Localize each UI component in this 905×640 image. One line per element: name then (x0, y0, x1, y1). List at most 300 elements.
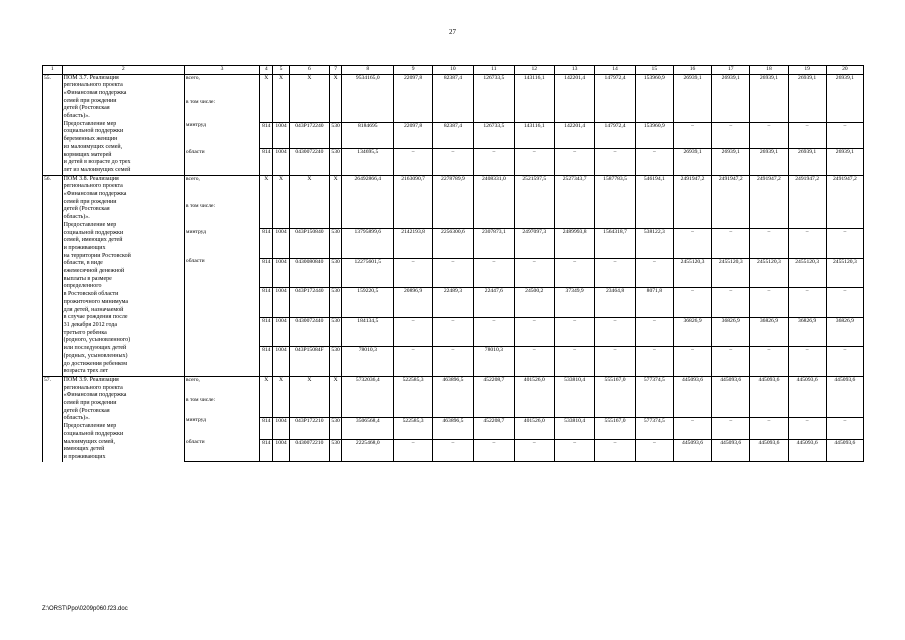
entry-description (62, 74, 184, 175)
value-cell: 445093,6 (788, 439, 826, 461)
value-cell: 555167,0 (595, 376, 635, 397)
value-cell (394, 203, 432, 229)
value-cell: – (788, 288, 826, 317)
value-cell: 22447,6 (474, 288, 514, 317)
description-line: ПОМ 3.9. Реализация (63, 376, 119, 383)
value-cell (750, 397, 788, 417)
value-cell: – (474, 258, 514, 287)
value-cell (788, 99, 826, 122)
value-cell: 533810,4 (554, 376, 594, 397)
row-label (184, 288, 259, 317)
description-line: регионального проекта (63, 82, 123, 89)
value-cell: X (330, 376, 342, 397)
value-cell: – (514, 149, 554, 175)
header-cell: 5 (273, 66, 289, 75)
value-cell (273, 203, 289, 229)
value-cell: 530 (330, 439, 342, 461)
value-cell: 452208,7 (474, 376, 514, 397)
value-cell: 2491947,2 (750, 175, 788, 203)
description-line: социальной поддержки (63, 430, 124, 437)
value-cell: 043P172210 (289, 417, 329, 439)
value-cell: 134695,5 (342, 149, 394, 175)
value-cell: X (260, 376, 273, 397)
value-cell: 452208,7 (474, 417, 514, 439)
value-cell (635, 99, 673, 122)
value-cell: 143116,1 (514, 122, 554, 148)
value-cell: 043P172440 (289, 288, 329, 317)
value-cell (342, 99, 394, 122)
value-cell: 445093,6 (826, 376, 863, 397)
value-cell: – (432, 149, 473, 175)
value-cell: 814 (260, 439, 273, 461)
value-cell: – (514, 347, 554, 377)
value-cell: – (432, 258, 473, 287)
value-cell: 445093,6 (673, 376, 711, 397)
header-cell: 6 (289, 66, 329, 75)
value-cell: – (673, 229, 711, 258)
value-cell: 530 (330, 288, 342, 317)
header-cell: 11 (474, 66, 514, 75)
value-cell: 1564318,7 (595, 229, 635, 258)
value-cell: 126733,5 (474, 74, 514, 99)
value-cell: 2491947,2 (712, 175, 750, 203)
value-cell (595, 99, 635, 122)
value-cell: 5732036,4 (342, 376, 394, 397)
value-cell: – (712, 347, 750, 377)
row-label: минтруд (184, 417, 259, 439)
value-cell: 445093,6 (712, 439, 750, 461)
value-cell: X (289, 376, 329, 397)
value-cell: 530 (330, 122, 342, 148)
row-label: области (184, 439, 259, 461)
value-cell: – (394, 317, 432, 346)
value-cell: 814 (260, 417, 273, 439)
value-cell: 0430072240 (289, 149, 329, 175)
value-cell: 814 (260, 317, 273, 346)
value-cell: – (474, 317, 514, 346)
entry-description (62, 376, 184, 461)
value-cell (554, 99, 594, 122)
value-cell: – (514, 258, 554, 287)
value-cell: 24500,2 (514, 288, 554, 317)
value-cell: 20896,9 (394, 288, 432, 317)
value-cell: 153960,9 (635, 74, 673, 99)
value-cell: 36826,9 (826, 317, 863, 346)
value-cell (595, 203, 635, 229)
value-cell: – (750, 122, 788, 148)
value-cell: 463896,5 (432, 417, 473, 439)
description-line: область)». (63, 113, 90, 120)
description-line: области, в виде (63, 260, 103, 267)
value-cell: 9534165,0 (342, 74, 394, 99)
value-cell: 13795899,6 (342, 229, 394, 258)
value-cell: 2256300,6 (432, 229, 473, 258)
description-line: детей (Ростовская (63, 407, 110, 414)
value-cell (635, 203, 673, 229)
value-cell: – (554, 149, 594, 175)
value-cell: 36826,9 (673, 317, 711, 346)
value-cell (514, 397, 554, 417)
header-cell: 7 (330, 66, 342, 75)
value-cell (788, 397, 826, 417)
description-line: ПОМ 3.7. Реализация (63, 74, 119, 81)
value-cell: 23464,8 (595, 288, 635, 317)
value-cell: – (673, 122, 711, 148)
value-cell: 1004 (273, 288, 289, 317)
description-line: семей, имеющих детей (63, 237, 123, 244)
value-cell: 82387,4 (432, 74, 473, 99)
value-cell: 2489993,8 (554, 229, 594, 258)
value-cell: 530 (330, 417, 342, 439)
value-cell (432, 397, 473, 417)
value-cell: – (554, 439, 594, 461)
value-cell: 2455120,3 (826, 258, 863, 287)
value-cell (260, 203, 273, 229)
value-cell (514, 99, 554, 122)
value-cell: 043P150840 (289, 229, 329, 258)
entry-description (62, 175, 184, 376)
value-cell: 184134,5 (342, 317, 394, 346)
description-line: область)». (63, 415, 90, 422)
value-cell (289, 99, 329, 122)
description-line: социальной поддержки (63, 128, 124, 135)
value-cell: 577374,5 (635, 376, 673, 397)
value-cell: – (635, 149, 673, 175)
value-cell: – (826, 288, 863, 317)
value-cell: – (635, 258, 673, 287)
value-cell (289, 203, 329, 229)
value-cell: 26939,1 (712, 74, 750, 99)
description-line: социальной поддержки (63, 229, 124, 236)
value-cell: – (394, 149, 432, 175)
value-cell (826, 397, 863, 417)
value-cell: 2163090,7 (394, 175, 432, 203)
description-line: ПОМ 3.8. Реализация (63, 175, 119, 182)
description-line: возраста трех лет (63, 368, 109, 375)
value-cell: 555167,0 (595, 417, 635, 439)
value-cell: 522585,3 (394, 417, 432, 439)
value-cell: – (826, 229, 863, 258)
description-line: выплаты в размере (63, 275, 112, 282)
value-cell: 2491947,2 (788, 175, 826, 203)
value-cell: – (394, 347, 432, 377)
value-cell: 2455120,3 (712, 258, 750, 287)
value-cell: X (289, 74, 329, 99)
value-cell: 142201,4 (554, 74, 594, 99)
row-label: в том числе: (184, 397, 259, 417)
value-cell: 1004 (273, 417, 289, 439)
value-cell: 153960,9 (635, 122, 673, 148)
value-cell: – (712, 288, 750, 317)
value-cell: – (635, 439, 673, 461)
value-cell: X (273, 74, 289, 99)
value-cell: 22097,8 (394, 74, 432, 99)
value-cell: – (474, 439, 514, 461)
header-cell: 9 (394, 66, 432, 75)
value-cell: X (289, 175, 329, 203)
value-cell: 2491947,2 (826, 175, 863, 203)
description-line: Предоставление мер (63, 221, 117, 228)
value-cell: 814 (260, 122, 273, 148)
value-cell: 1004 (273, 229, 289, 258)
budget-table (42, 65, 864, 462)
description-line: семей при рождении (63, 97, 117, 104)
description-line: для детей, назначаемой (63, 306, 124, 313)
value-cell: 1004 (273, 122, 289, 148)
value-cell: 445093,6 (673, 439, 711, 461)
value-cell: – (595, 149, 635, 175)
value-cell: 37349,9 (554, 288, 594, 317)
value-cell: 26939,1 (788, 149, 826, 175)
value-cell: 814 (260, 258, 273, 287)
value-cell: 463896,5 (432, 376, 473, 397)
value-cell: 1004 (273, 439, 289, 461)
description-line: детей (Ростовская (63, 105, 110, 112)
value-cell: – (673, 347, 711, 377)
value-cell: – (635, 347, 673, 377)
value-cell: – (826, 347, 863, 377)
value-cell: – (394, 439, 432, 461)
value-cell: 22097,8 (394, 122, 432, 148)
value-cell (635, 397, 673, 417)
description-line: до достижения ребенком (63, 360, 128, 367)
row-label (184, 347, 259, 377)
value-cell: – (750, 229, 788, 258)
description-line: из малоимущих семей, (63, 143, 123, 150)
row-label: в том числе: (184, 99, 259, 122)
value-cell: – (712, 122, 750, 148)
description-line: малоимущих семей, (63, 438, 116, 445)
value-cell: 2527343,7 (554, 175, 594, 203)
row-label: в том числе: (184, 203, 259, 229)
value-cell (394, 99, 432, 122)
description-line: Предоставление мер (63, 423, 117, 430)
description-line: прожиточного минимума (63, 298, 129, 305)
row-label: области (184, 149, 259, 175)
value-cell: – (595, 258, 635, 287)
value-cell: 36826,9 (750, 317, 788, 346)
value-cell: 814 (260, 288, 273, 317)
description-line: определенного (63, 283, 102, 290)
value-cell: 26939,1 (673, 149, 711, 175)
description-line: третьего ребенка (63, 329, 107, 336)
table-row (43, 376, 864, 397)
value-cell: 1004 (273, 347, 289, 377)
table-row (43, 175, 864, 203)
value-cell: – (788, 347, 826, 377)
description-line: «Финансовая поддержка (63, 191, 127, 198)
value-cell: 26492866,4 (342, 175, 394, 203)
value-cell: X (273, 376, 289, 397)
header-cell: 18 (750, 66, 788, 75)
value-cell: – (554, 317, 594, 346)
row-label: всего, (184, 376, 259, 397)
value-cell: 26939,1 (750, 149, 788, 175)
value-cell: 814 (260, 347, 273, 377)
value-cell: 26939,1 (826, 149, 863, 175)
description-line: ежемесячной денежной (63, 268, 125, 275)
description-line: и проживающих (63, 244, 106, 251)
value-cell: X (330, 74, 342, 99)
value-cell: 1004 (273, 258, 289, 287)
value-cell: 577374,5 (635, 417, 673, 439)
header-cell: 3 (184, 66, 259, 75)
value-cell (394, 397, 432, 417)
entry-number: 55. (43, 74, 63, 175)
value-cell (289, 397, 329, 417)
value-cell: 1004 (273, 149, 289, 175)
value-cell: – (826, 122, 863, 148)
value-cell: – (432, 439, 473, 461)
value-cell: 2491947,2 (673, 175, 711, 203)
value-cell: 445093,6 (826, 439, 863, 461)
value-cell: – (595, 347, 635, 377)
value-cell: 530 (330, 149, 342, 175)
value-cell: – (826, 417, 863, 439)
table-row (43, 74, 864, 99)
value-cell: 78010,3 (474, 347, 514, 377)
value-cell: – (432, 317, 473, 346)
value-cell: – (432, 347, 473, 377)
value-cell (514, 203, 554, 229)
value-cell: X (260, 175, 273, 203)
value-cell (712, 99, 750, 122)
value-cell: X (260, 74, 273, 99)
value-cell (712, 397, 750, 417)
header-cell: 1 (43, 66, 63, 75)
value-cell (273, 397, 289, 417)
header-cell: 13 (554, 66, 594, 75)
value-cell: – (788, 229, 826, 258)
file-path-footer: Z:\ORST\Ppo\0209p060.f23.doc (42, 606, 128, 612)
value-cell: 043P172240 (289, 122, 329, 148)
description-line: 31 декабря 2012 года (63, 322, 118, 328)
description-line: кормящих матерей (63, 151, 112, 158)
value-cell (260, 397, 273, 417)
value-cell (432, 203, 473, 229)
value-cell: 538122,3 (635, 229, 673, 258)
description-line: регионального проекта (63, 183, 123, 190)
description-line: беременных женщин (63, 136, 118, 143)
value-cell: 142201,4 (554, 122, 594, 148)
row-label: всего, (184, 175, 259, 203)
value-cell: – (673, 288, 711, 317)
value-cell: 2521597,5 (514, 175, 554, 203)
description-line: «Финансовая поддержка (63, 392, 127, 399)
value-cell: – (750, 288, 788, 317)
value-cell: 546194,1 (635, 175, 673, 203)
value-cell (826, 203, 863, 229)
value-cell: 530 (330, 317, 342, 346)
value-cell: 82387,4 (432, 122, 473, 148)
value-cell: 530 (330, 229, 342, 258)
description-line: и детей в возрасте до трех (63, 159, 131, 166)
value-cell: 1587783,5 (595, 175, 635, 203)
header-cell: 12 (514, 66, 554, 75)
value-cell: 401526,0 (514, 417, 554, 439)
entry-number: 57. (43, 376, 63, 461)
value-cell: 2142193,8 (394, 229, 432, 258)
value-cell: X (273, 175, 289, 203)
value-cell (342, 203, 394, 229)
value-cell (342, 397, 394, 417)
value-cell: 12275601,5 (342, 258, 394, 287)
value-cell: 2307873,1 (474, 229, 514, 258)
description-line: на территории Ростовской (63, 252, 131, 259)
value-cell (330, 397, 342, 417)
value-cell: 445093,6 (712, 376, 750, 397)
value-cell: 26939,1 (826, 74, 863, 99)
value-cell (432, 99, 473, 122)
value-cell: 8071,8 (635, 288, 673, 317)
value-cell: 8184695 (342, 122, 394, 148)
value-cell: 26939,1 (750, 74, 788, 99)
description-line: «Финансовая поддержка (63, 89, 127, 96)
value-cell: 445093,6 (750, 439, 788, 461)
value-cell (474, 203, 514, 229)
value-cell: 1004 (273, 317, 289, 346)
value-cell: 2455120,3 (673, 258, 711, 287)
value-cell (554, 397, 594, 417)
value-cell (273, 99, 289, 122)
header-cell: 16 (673, 66, 711, 75)
value-cell: 159220,5 (342, 288, 394, 317)
value-cell: – (554, 258, 594, 287)
value-cell: 26939,1 (788, 74, 826, 99)
description-line: семей при рождении (63, 400, 117, 407)
value-cell: – (712, 417, 750, 439)
value-cell: X (330, 175, 342, 203)
value-cell (673, 203, 711, 229)
row-label (184, 317, 259, 346)
value-cell (788, 203, 826, 229)
row-label: области (184, 258, 259, 287)
entry-number: 56. (43, 175, 63, 376)
header-cell: 4 (260, 66, 273, 75)
value-cell (750, 203, 788, 229)
value-cell: 0430072440 (289, 317, 329, 346)
value-cell: 043P15084F (289, 347, 329, 377)
description-line: Предоставление мер (63, 120, 117, 127)
description-line: (родного, усыновленного) (63, 337, 131, 344)
value-cell: 36826,9 (788, 317, 826, 346)
value-cell: 530 (330, 258, 342, 287)
value-cell: 401526,0 (514, 376, 554, 397)
row-label: минтруд (184, 229, 259, 258)
description-line: или последующих детей (63, 345, 127, 352)
value-cell: – (635, 317, 673, 346)
header-cell: 19 (788, 66, 826, 75)
value-cell: – (750, 417, 788, 439)
header-cell: 8 (342, 66, 394, 75)
value-cell: – (474, 149, 514, 175)
value-cell (826, 99, 863, 122)
header-cell: 20 (826, 66, 863, 75)
value-cell: 2497097,3 (514, 229, 554, 258)
value-cell: 126733,5 (474, 122, 514, 148)
row-label: всего, (184, 74, 259, 99)
header-row (43, 66, 864, 75)
header-cell: 2 (62, 66, 184, 75)
header-cell: 10 (432, 66, 473, 75)
value-cell (474, 99, 514, 122)
header-cell: 14 (595, 66, 635, 75)
value-cell: 78010,3 (342, 347, 394, 377)
description-line: (родных, усыновленных) (63, 352, 128, 359)
value-cell (595, 397, 635, 417)
row-label: минтруд (184, 122, 259, 148)
value-cell: 533810,4 (554, 417, 594, 439)
